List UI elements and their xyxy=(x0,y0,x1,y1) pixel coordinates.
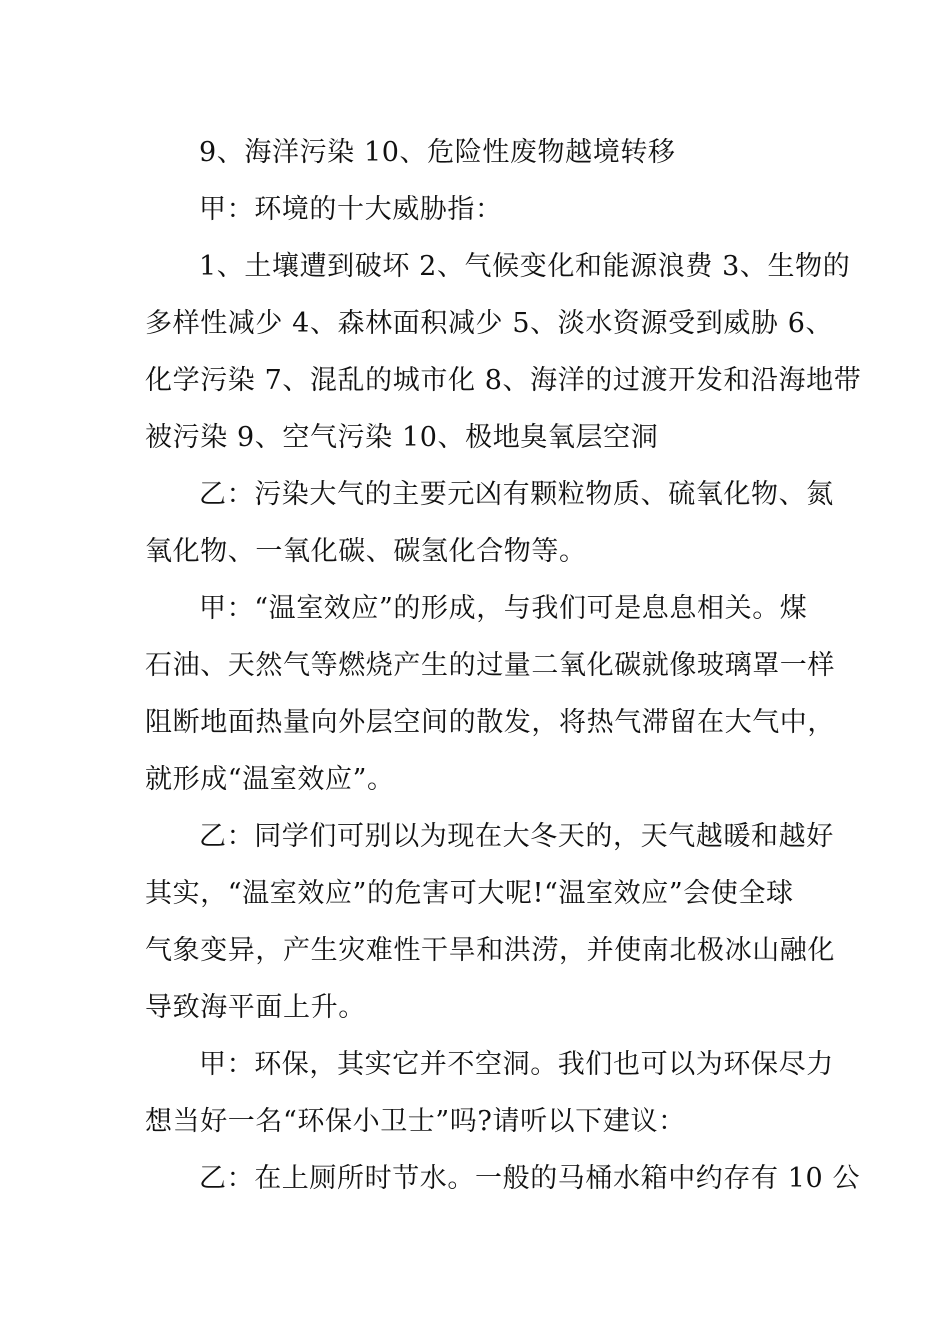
text-line: 其实，“温室效应”的危害可大呢!“温室效应”会使全球 xyxy=(145,878,794,909)
text-line: 想当好一名“环保小卫士”吗?请听以下建议： xyxy=(145,1106,686,1137)
text-line: 1、土壤遭到破坏 2、气候变化和能源浪费 3、生物的 xyxy=(199,251,851,282)
text-line: 甲：环境的十大威胁指： xyxy=(199,194,503,225)
text-line: 甲：“温室效应”的形成，与我们可是息息相关。煤 xyxy=(199,593,808,624)
text-line: 被污染 9、空气污染 10、极地臭氧层空洞 xyxy=(145,422,659,453)
text-line: 9、海洋污染 10、危险性废物越境转移 xyxy=(199,137,676,168)
text-line: 甲：环保，其实它并不空洞。我们也可以为环保尽力 xyxy=(199,1049,834,1080)
text-line: 阻断地面热量向外层空间的散发，将热气滞留在大气中， xyxy=(145,707,835,738)
text-line: 就形成“温室效应”。 xyxy=(145,764,395,795)
text-line: 导致海平面上升。 xyxy=(145,992,366,1023)
text-line: 乙：污染大气的主要元凶有颗粒物质、硫氧化物、氮 xyxy=(199,479,834,510)
text-line: 乙：在上厕所时节水。一般的马桶水箱中约存有 10 公 xyxy=(199,1163,861,1194)
text-line: 石油、天然气等燃烧产生的过量二氧化碳就像玻璃罩一样 xyxy=(145,650,835,681)
text-line: 乙：同学们可别以为现在大冬天的，天气越暖和越好 xyxy=(199,821,834,852)
text-line: 多样性减少 4、森林面积减少 5、淡水资源受到威胁 6、 xyxy=(145,308,834,339)
text-line: 化学污染 7、混乱的城市化 8、海洋的过渡开发和沿海地带 xyxy=(145,365,862,396)
text-line: 氧化物、一氧化碳、碳氢化合物等。 xyxy=(145,536,587,567)
text-line: 气象变异，产生灾难性干旱和洪涝，并使南北极冰山融化 xyxy=(145,935,835,966)
